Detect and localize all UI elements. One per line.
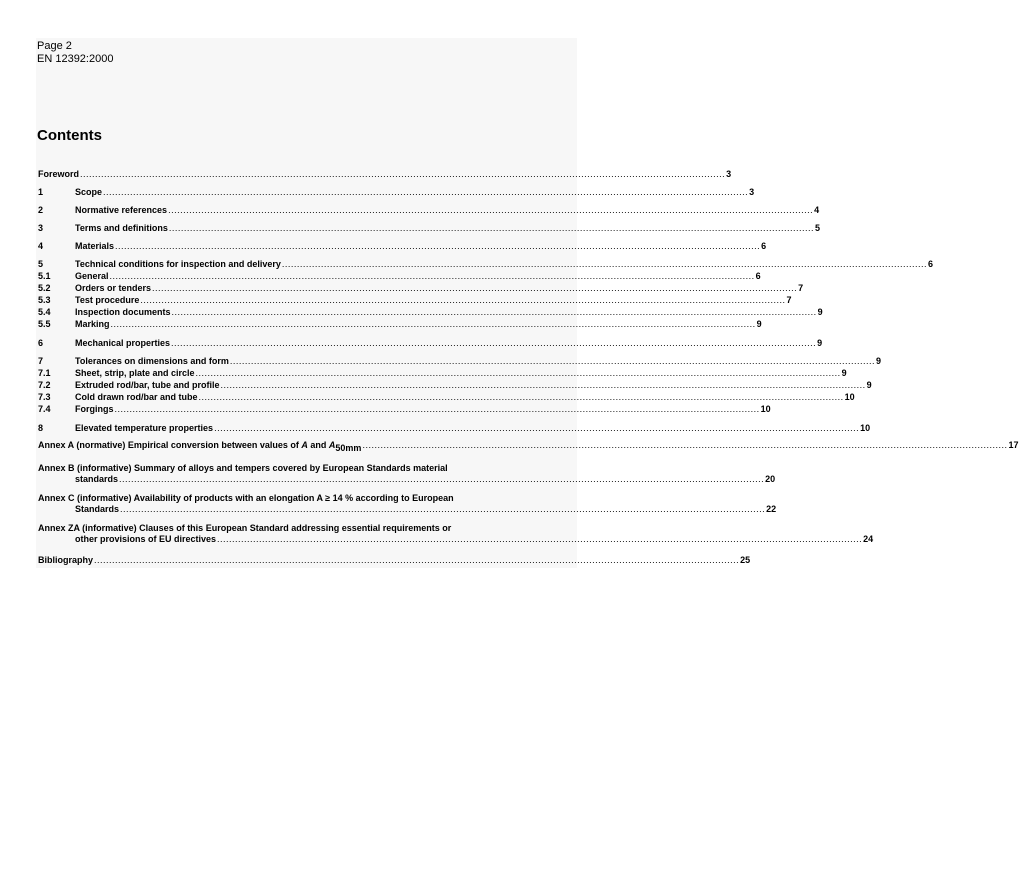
toc-entry-page: 10 (844, 392, 855, 402)
annex-a-prefix: Annex A (normative) Empirical conversion between values of (38, 440, 302, 450)
toc-entry-number: 7.3 (38, 392, 51, 402)
toc-entry-foreword[interactable] (38, 169, 732, 180)
toc-entry-title: Foreword (38, 169, 80, 179)
page-header (37, 40, 113, 66)
toc-entry-title-continued: other provisions of EU directives (75, 534, 217, 544)
toc-entry-cold-drawn[interactable] (38, 392, 855, 403)
toc-entry-elevated-temperature[interactable] (38, 423, 871, 434)
toc-entry-number: 4 (38, 241, 44, 251)
toc-entry-title: Terms and definitions (75, 223, 168, 233)
toc-entry-number: 1 (38, 187, 44, 197)
toc-entry-title-continued: standards (75, 474, 119, 484)
dot-leader: ....................................................................................................................................................................................................................... (195, 368, 841, 378)
dot-leader: ....................................................................................................................................................................................................................... (109, 271, 755, 281)
dot-leader: ....................................................................................................................................................................................................................... (198, 392, 844, 402)
toc-entry-number: 5.5 (38, 319, 51, 329)
toc-entry-title: Marking (75, 319, 110, 329)
toc-entry-page: 24 (863, 534, 874, 544)
dot-leader: ....................................................................................................................................................................................................................... (281, 259, 927, 269)
toc-entry-page: 17 (1008, 440, 1019, 450)
dot-leader: ....................................................................................................................................................................................................................... (171, 307, 817, 317)
toc-entry-annex-za[interactable] (38, 523, 874, 545)
dot-leader: ....................................................................................................................................................................................................................... (119, 474, 765, 484)
toc-entry-tolerances[interactable] (38, 356, 881, 367)
dot-leader: ....................................................................................................................................................................................................................... (140, 295, 786, 305)
dot-leader: ....................................................................................................................................................................................................................... (110, 319, 756, 329)
toc-entry-title: Orders or tenders (75, 283, 152, 293)
dot-leader: ....................................................................................................................................................................................................................... (103, 187, 749, 197)
dot-leader: ....................................................................................................................................................................................................................... (114, 404, 760, 414)
toc-entry-number: 5.4 (38, 307, 51, 317)
toc-entry-normative-references[interactable] (38, 205, 820, 216)
toc-entry-page: 10 (860, 423, 871, 433)
page-title: Contents (37, 127, 102, 144)
dot-leader: ....................................................................................................................................................................................................................... (217, 534, 863, 544)
page-number: Page 2 (37, 40, 72, 52)
toc-entry-title: Mechanical properties (75, 338, 171, 348)
toc-entry-page: 10 (760, 404, 771, 414)
toc-entry-title: Extruded rod/bar, tube and profile (75, 380, 220, 390)
toc-entry-forgings[interactable] (38, 404, 771, 415)
toc-entry-page: 6 (755, 271, 761, 281)
symbol-subscript: 50mm (335, 443, 362, 453)
toc-entry-number: 8 (38, 423, 44, 433)
toc-entry-bibliography[interactable] (38, 555, 751, 566)
toc-entry-page: 9 (756, 319, 762, 329)
dot-leader: ....................................................................................................................................................................................................................... (362, 440, 1008, 450)
dot-leader: ....................................................................................................................................................................................................................... (152, 283, 798, 293)
toc-entry-title (38, 440, 361, 454)
toc-entry-terms[interactable] (38, 223, 820, 234)
toc-entry-materials[interactable] (38, 241, 767, 252)
toc-entry-orders[interactable] (38, 283, 804, 294)
toc-entry-title: General (75, 271, 109, 281)
toc-entry-number: 5 (38, 259, 44, 269)
toc-entry-page: 25 (740, 555, 751, 565)
toc-entry-number: 7.2 (38, 380, 51, 390)
symbol-a: A (301, 440, 308, 450)
toc-entry-title: Elevated temperature properties (75, 423, 214, 433)
toc-entry-page: 9 (875, 356, 881, 366)
toc-entry-page: 3 (726, 169, 732, 179)
annex-a-and: and (307, 440, 329, 450)
toc-entry-annex-b[interactable] (38, 463, 776, 485)
toc-entry-page: 20 (765, 474, 776, 484)
toc-entry-page: 4 (814, 205, 820, 215)
toc-entry-page: 9 (817, 307, 823, 317)
toc-entry-page: 22 (766, 504, 777, 514)
toc-entry-number: 5.3 (38, 295, 51, 305)
dot-leader: ....................................................................................................................................................................................................................... (115, 241, 761, 251)
toc-entry-number: 7 (38, 356, 44, 366)
toc-entry-title: Inspection documents (75, 307, 171, 317)
toc-entry-page: 9 (817, 338, 823, 348)
toc-entry-number: 7.1 (38, 368, 51, 378)
dot-leader: ....................................................................................................................................................................................................................... (229, 356, 875, 366)
toc-entry-page: 3 (749, 187, 755, 197)
toc-entry-sheet-strip[interactable] (38, 368, 847, 379)
toc-entry-title: Forgings (75, 404, 114, 414)
toc-entry-annex-a[interactable] (38, 440, 1019, 454)
dot-leader: ....................................................................................................................................................................................................................... (171, 338, 817, 348)
toc-entry-extruded[interactable] (38, 380, 872, 391)
toc-entry-technical-conditions[interactable] (38, 259, 933, 270)
toc-entry-number: 5.1 (38, 271, 51, 281)
toc-entry-title: Normative references (75, 205, 168, 215)
toc-entry-title: Scope (75, 187, 103, 197)
dot-leader: ....................................................................................................................................................................................................................... (168, 205, 814, 215)
toc-entry-title: Materials (75, 241, 115, 251)
toc-entry-general[interactable] (38, 271, 761, 282)
toc-entry-number: 6 (38, 338, 44, 348)
toc-entry-title: Annex ZA (informative) Clauses of this European Standard addressing essential requirements or (38, 523, 452, 533)
toc-entry-marking[interactable] (38, 319, 762, 330)
toc-entry-page: 7 (786, 295, 792, 305)
dot-leader: ....................................................................................................................................................................................................................... (220, 380, 866, 390)
toc-entry-page: 6 (761, 241, 767, 251)
toc-entry-mechanical-properties[interactable] (38, 338, 823, 349)
toc-entry-page: 9 (841, 368, 847, 378)
dot-leader: ....................................................................................................................................................................................................................... (80, 169, 726, 179)
toc-entry-title: Annex C (informative) Availability of products with an elongation A ≥ 14 % according to European (38, 493, 454, 503)
toc-entry-number: 5.2 (38, 283, 51, 293)
dot-leader: ....................................................................................................................................................................................................................... (214, 423, 860, 433)
toc-entry-annex-c[interactable] (38, 493, 777, 515)
toc-entry-page: 7 (798, 283, 804, 293)
toc-entry-page: 6 (927, 259, 933, 269)
toc-entry-title: Technical conditions for inspection and delivery (75, 259, 281, 269)
toc-entry-title: Bibliography (38, 555, 94, 565)
toc-entry-title: Annex B (informative) Summary of alloys and tempers covered by European Standards material (38, 463, 448, 473)
toc-entry-test-procedure[interactable] (38, 295, 792, 306)
toc-entry-number: 7.4 (38, 404, 51, 414)
toc-entry-inspection-documents[interactable] (38, 307, 823, 318)
toc-entry-number: 3 (38, 223, 44, 233)
toc-entry-scope[interactable] (38, 187, 755, 198)
toc-entry-title: Tolerances on dimensions and form (75, 356, 229, 366)
toc-entry-title: Cold drawn rod/bar and tube (75, 392, 198, 402)
toc-entry-number: 2 (38, 205, 44, 215)
toc-entry-page: 9 (866, 380, 872, 390)
symbol-a50: A (328, 440, 336, 450)
toc-entry-title: Sheet, strip, plate and circle (75, 368, 195, 378)
dot-leader: ....................................................................................................................................................................................................................... (120, 504, 766, 514)
standard-id: EN 12392:2000 (37, 53, 114, 65)
toc-entry-title-continued: Standards (75, 504, 120, 514)
toc-entry-title: Test procedure (75, 295, 140, 305)
dot-leader: ....................................................................................................................................................................................................................... (168, 223, 814, 233)
toc-entry-page: 5 (814, 223, 820, 233)
dot-leader: ....................................................................................................................................................................................................................... (94, 555, 740, 565)
